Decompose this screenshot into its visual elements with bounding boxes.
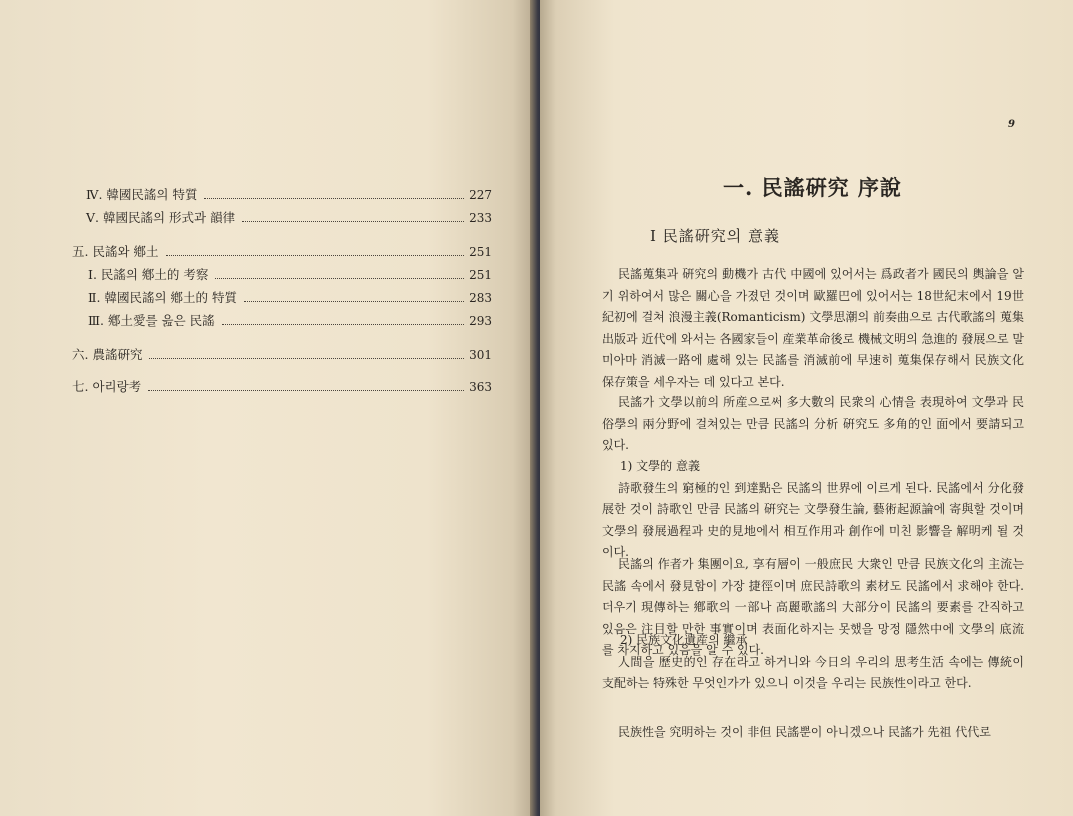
toc-entry[interactable] [86,209,492,227]
toc-entry[interactable] [72,243,492,261]
toc-leader-dots [222,323,464,325]
toc-entry-page: 227 [469,188,492,202]
toc-entry[interactable] [88,266,492,284]
paragraph-text: 人間을 歷史的인 存在라고 하거니와 今日의 우리의 思考生活 속에는 傳統이 支配하는 特殊한 무엇인가가 있으니 이것을 우리는 民族性이라고 한다. [602,654,1024,690]
toc-entry-page: 233 [469,211,492,225]
body-paragraph [602,722,1024,744]
toc-entry-label: 七. 아리랑考 [72,379,142,394]
toc-leader-dots [215,277,464,279]
paragraph-text: 詩歌發生의 窮極的인 到達點은 民謠의 世界에 이르게 된다. 民謠에서 分化發展한 것이 詩歌인 만큼 民謠의 硏究는 文學發生論, 藝術起源論에 寄與할 것이며 文學의 發展過程과 史的見地에서 相互作用과 創作에 미친 影響을 解明케 될 것이다. [602,480,1024,559]
toc-entry-page: 363 [469,380,492,394]
right-page [540,0,1073,816]
toc-entry-label: Ⅳ. 韓國民謠의 特質 [86,187,198,202]
toc-entry-label: 五. 民謠와 鄕土 [72,244,159,259]
toc-leader-dots [149,357,464,359]
body-paragraph [602,264,1024,393]
chapter-title: 一. 民謠硏究 序說 [723,175,902,200]
body-paragraph [602,392,1024,457]
subsection-heading: 1) 文學的 意義 [620,459,700,473]
page-number: 9 [1008,119,1015,130]
paragraph-text: 民謠가 文學以前의 所産으로써 多大數의 民衆의 心情을 表現하여 文學과 民俗學의 兩分野에 걸쳐있는 만큼 民謠의 分析 硏究도 多角的인 面에서 要請되고 있다. [602,395,1024,452]
toc-entry-page: 293 [469,314,492,328]
toc-entry-page: 301 [469,348,492,362]
toc-entry[interactable] [72,346,492,364]
paragraph-text: 民族性을 究明하는 것이 非但 民謠뿐이 아니겠으나 民謠가 先祖 代代로 [618,725,991,739]
subsection-heading: 2) 民族文化遺産의 繼承 [620,633,748,647]
body-paragraph [602,456,1024,564]
toc-entry[interactable] [72,378,492,396]
toc-entry-page: 283 [469,291,492,305]
body-paragraph [602,630,1024,695]
toc-entry-page: 251 [469,245,492,259]
toc-entry-label: Ⅴ. 韓國民謠의 形式과 韻律 [86,210,236,225]
toc-leader-dots [166,254,465,256]
toc-leader-dots [242,220,464,222]
toc-leader-dots [148,389,464,391]
section-title: Ⅰ 民謠硏究의 意義 [650,227,780,245]
left-page [0,0,534,816]
paragraph-text: 民謠蒐集과 硏究의 動機가 古代 中國에 있어서는 爲政者가 國民의 輿論을 알기 위하여서 많은 關心을 가졌던 것이며 歐羅巴에 있어서는 18世紀末에서 19世紀初에 걸쳐 浪漫主義(Romanticism) 文學思潮의 前奏曲으로 古代歌謠의 蒐集出版과 近代에 와서는 各國家들이 産業革命後로 機械文明의 急進的 發展으로 말미아마 消滅一路에 處해 있는 民謠를 消滅前에 早速히 蒐集保存해서 民族文化 保存策을 세우자는 데 있다고 본다. [602,267,1024,389]
toc-entry-label: Ⅰ. 民謠의 鄕土的 考察 [88,267,209,282]
toc-entry[interactable] [88,312,492,330]
toc-entry[interactable] [88,289,492,307]
paragraph-text: 民謠의 作者가 集團이요, 享有層이 一般庶民 大衆인 만큼 民族文化의 主流는 民謠 속에서 發見함이 가장 捷徑이며 庶民詩歌의 素材도 民謠에서 求해야 한다. 더우기 現傳하는 鄕歌의 一部나 高麗歌謠의 大部分이 民謠의 要素를 간직하고 있음은 注目할 만한 事實이며 表面化하지는 못했을 망정 隱然中에 文學의 底流를 차지하고 있음을 알 수 있다. [602,557,1024,657]
toc-entry-page: 251 [469,268,492,282]
toc-entry[interactable] [86,186,492,204]
toc-entry-label: Ⅲ. 鄕土愛를 읊은 民謠 [88,313,215,328]
toc-leader-dots [244,300,464,302]
toc-leader-dots [204,197,464,199]
toc-entry-label: Ⅱ. 韓國民謠의 鄕土的 特質 [88,290,237,305]
toc-entry-label: 六. 農謠硏究 [72,347,143,362]
